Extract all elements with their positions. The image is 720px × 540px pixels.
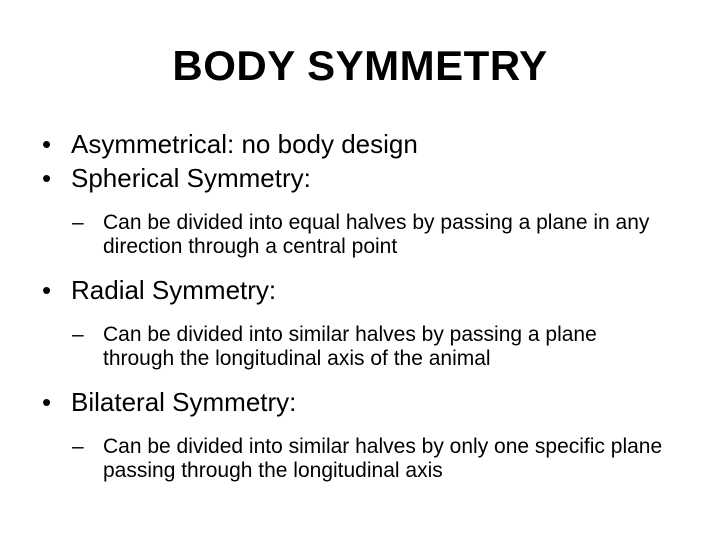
bullet-text: Spherical Symmetry: (71, 163, 311, 193)
bullet-text: Bilateral Symmetry: (71, 387, 297, 417)
bullet-icon: • (42, 387, 52, 417)
bullet-text: Radial Symmetry: (71, 275, 277, 305)
sub-bullet-text: Can be divided into equal halves by passing a plane in any direction through a central point (103, 211, 650, 258)
bullet-icon: • (42, 163, 52, 193)
dash-icon: – (72, 323, 84, 346)
bullet-spherical (42, 161, 702, 195)
bullet-icon: • (42, 129, 52, 159)
bullet-icon: • (42, 275, 52, 305)
sub-bullet-text: Can be divided into similar halves by only one specific plane passing through the longitudinal axis (103, 435, 663, 482)
dash-icon: – (72, 211, 84, 234)
sub-bullet-spherical (42, 211, 673, 259)
bullet-list (42, 127, 702, 483)
slide-title: BODY SYMMETRY (172, 42, 548, 89)
dash-icon: – (72, 435, 84, 458)
bullet-radial (42, 273, 702, 307)
sub-bullet-bilateral (42, 435, 703, 483)
sub-bullet-radial (42, 323, 663, 371)
bullet-asymmetrical (42, 127, 702, 161)
bullet-bilateral (42, 385, 702, 419)
sub-bullet-text: Can be divided into similar halves by passing a plane through the longitudinal axis of the animal (103, 323, 597, 370)
bullet-text: Asymmetrical: no body design (71, 129, 418, 159)
